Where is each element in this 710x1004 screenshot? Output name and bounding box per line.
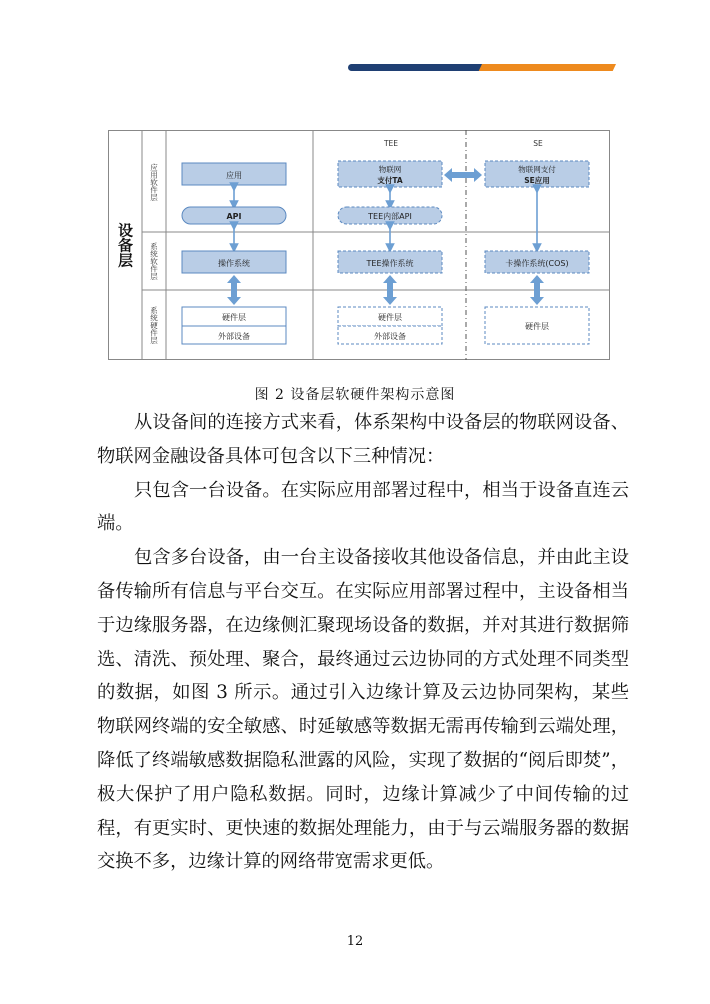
layer-label-app: 应用软件层 xyxy=(149,163,159,201)
layer-label-os: 系统软件层 xyxy=(149,242,159,280)
se-app-label-1: 物联网支付 xyxy=(518,165,556,174)
api-box-label: API xyxy=(226,212,242,221)
layer-label-hw: 系统硬件层 xyxy=(149,306,159,344)
column-header-se: SE xyxy=(533,139,543,148)
paragraph-text: 包含多台设备，由一台主设备接收其他设备信息，并由此主设备传输所有信息与平台交互。在实际应用部署过程中，主设备相当于边缘服务器，在边缘侧汇聚现场设备的数据，并对其进行数据筛选、清洗、预处理、聚合，最终通过云边协同的方式处理不同类型的数据，如图 3 所示。通过引入边缘计算及云边协同架构，某些物联网终端的安全敏感、时延敏感等数据无需再传输到云端处理，降低了终端敏感数据隐私泄露的风险，实现了数据的“阅后即焚”，极大保护了用户隐私数据。同时，边缘计算减少了中间传输的过程，有更实时、更快速的数据处理能力，由于与云端服务器的数据交换不多，边缘计算的网络带宽需求更低。 xyxy=(97,547,629,873)
header-orange-bar xyxy=(479,64,616,71)
ext-box-label: 外部设备 xyxy=(218,332,250,341)
paragraph xyxy=(97,474,629,542)
hw-box-label: 硬件层 xyxy=(222,313,246,322)
architecture-diagram xyxy=(108,130,610,360)
tee-ext-label: 外部设备 xyxy=(374,332,406,341)
tee-os-label: TEE操作系统 xyxy=(366,259,414,268)
os-box-label: 操作系统 xyxy=(218,259,250,268)
tee-se-arrow xyxy=(444,168,482,182)
paragraph-text: 从设备间的连接方式来看，体系架构中设备层的物联网设备、物联网金融设备具体可包含以下三种情况： xyxy=(97,412,629,467)
tee-hw-label: 硬件层 xyxy=(378,313,402,322)
tee-api-label: TEE内部API xyxy=(368,212,412,221)
paragraph xyxy=(97,406,629,474)
paragraph xyxy=(97,541,629,879)
se-hw-label: 硬件层 xyxy=(525,322,549,331)
app-box-label: 应用 xyxy=(226,171,242,180)
se-os-label: 卡操作系统(COS) xyxy=(505,259,569,268)
row-title: 设备层 xyxy=(116,222,134,268)
column-header-tee: TEE xyxy=(383,139,399,148)
tee-ta-label-2: 支付TA xyxy=(377,176,403,185)
paragraph-text: 只包含一台设备。在实际应用部署过程中，相当于设备直连云端。 xyxy=(97,479,629,535)
se-app-label-2: SE应用 xyxy=(524,176,550,185)
body-text xyxy=(97,406,629,879)
tee-ta-label-1: 物联网 xyxy=(378,165,402,174)
page-number: 12 xyxy=(346,934,364,949)
figure-caption: 图 2 设备层软硬件架构示意图 xyxy=(254,387,456,403)
header-blue-bar xyxy=(348,64,486,71)
